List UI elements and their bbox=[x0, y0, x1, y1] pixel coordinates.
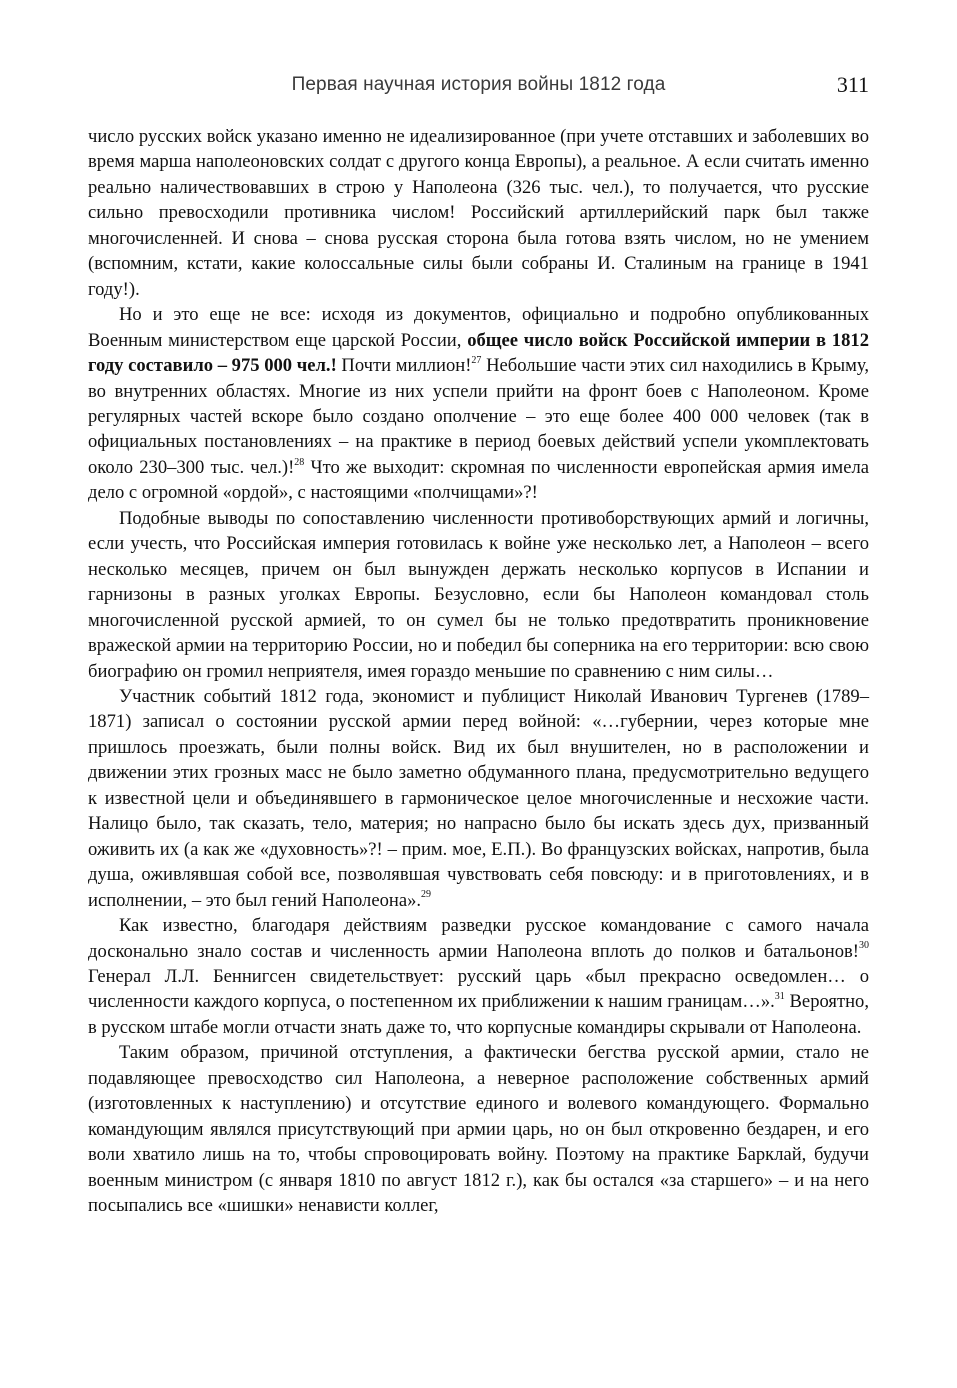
paragraph-4 bbox=[88, 684, 869, 913]
text-run: Участник событий 1812 года, экономист и публицист Николай Иванович Тургенев (1789–1871) записал о состоянии русской армии перед войной: «…губернии, через которые мне пришлось проезжать, были полны войск. Вид их был внушителен, но в расположении и движении этих грозных масс не было заметно обдуманного плана, предусмотрительно ведущего к известной цели и объединявшего в гармоническое целое многочисленные и несхожие части. Налицо было, так сказать, тело, материя; но напрасно было бы искать здесь дух, призванный оживить их (а как же «духовность»?! – прим. мое, Е.П.). Во французских войсках, напротив, была душа, оживлявшая собой все, позволявшая чувствовать себя повсюду: и в приготовлениях, и в исполнении, – это был гений Наполеона». bbox=[88, 685, 869, 911]
paragraph-6 bbox=[88, 1040, 869, 1218]
paragraph-1 bbox=[88, 124, 869, 302]
footnote-ref-29: 29 bbox=[421, 889, 432, 901]
running-title: Первая научная история войны 1812 года bbox=[291, 74, 666, 95]
text-run: Но и это еще не все: исходя из документов, официально и подробно опубликованных Военным министерством еще царской России, bbox=[88, 304, 869, 351]
text-run: Генерал Л.Л. Беннигсен свидетельствует: русский царь «был прекрасно осведомлен… о численности каждого корпуса, о постепенном их приближении к нашим границам…». bbox=[88, 965, 869, 1013]
paragraph-2 bbox=[88, 302, 869, 506]
footnote-ref-27: 27 bbox=[471, 354, 482, 366]
emphasis-bold: общее число войск Российской империи в 1812 году составило – 975 000 чел.! bbox=[88, 329, 869, 377]
text-run: Вероятно, в русском штабе могли отчасти знать даже то, что корпусные командиры скрывали от Наполеона. bbox=[88, 991, 870, 1038]
body-text bbox=[88, 124, 869, 1218]
text-run: Почти миллион! bbox=[336, 355, 472, 377]
text-run: Таким образом, причиной отступления, а фактически бегства русской армии, стало не подавляющее превосходство сил Наполеона, а неверное расположение собственных армий (изготовленных к наступлению) и отсутствие единого и волевого командующего. Формально командующим являлся присутствующий при армии царь, но он был откровенно бездарен, и его воли хватило лишь на то, чтобы спровоцировать войну. Поэтому на практике Барклай, будучи военным министром (с января 1810 по август 1812 г.), как бы остался «за старшего» – и на него посыпались все «шишки» ненависти коллег, bbox=[88, 1042, 869, 1217]
text-run: Подобные выводы по сопоставлению численности противоборствующих армий и логичны, если учесть, что Российская империя готовилась к войне уже несколько лет, а Наполеон – всего несколько месяцев, причем он был вынужден держать несколько корпусов в Испании и гарнизоны в разных уголках Европы. Безусловно, если бы Наполеон командовал столь многочисленной русской армией, то он сумел бы не только предотвратить проникновение вражеской армии на территорию России, но и победил бы соперника на его территории: всю свою биографию он громил неприятеля, имея гораздо меньшие по сравнению с ним силы… bbox=[88, 507, 869, 682]
paragraph-5 bbox=[88, 913, 869, 1040]
text-run: Небольшие части этих сил находились в Крыму, во внутренних областях. Многие из них успели прийти на фронт боев с Наполеоном. Кроме регулярных частей вскоре было создано ополчение – это еще более 400 000 человек (так в официальных постановлениях – на практике в период боевых действий успели укомплектовать около 230–300 тыс. чел.)! bbox=[88, 355, 870, 478]
footnote-ref-30: 30 bbox=[859, 940, 869, 952]
page-number: 311 bbox=[836, 72, 869, 97]
text-run: Как известно, благодаря действиям разведки русское командование с самого начала досконально знало состав и численность армии Наполеона вплоть до полков и батальонов! bbox=[88, 915, 869, 962]
text-run: Что же выходит: скромная по численности европейская армия имела дело с огромной «ордой», с настоящими «полчищами»?! bbox=[88, 456, 869, 504]
footnote-ref-28: 28 bbox=[294, 456, 305, 468]
text-run: число русских войск указано именно не идеализированное (при учете отставших и заболевших во время марша наполеоновских солдат с другого конца Европы), а реальное. А если считать именно реально наличествовавших в строю у Наполеона (326 тыс. чел.), то получается, что русские сильно превосходили противника числом! Российский артиллерийский парк был также многочисленней. И снова – снова русская сторона была готова взять числом, но не умением (вспомним, кстати, какие колоссальные силы были собраны И. Сталиным на границе в 1941 году!). bbox=[88, 126, 869, 300]
footnote-ref-31: 31 bbox=[774, 991, 785, 1003]
paragraph-3 bbox=[88, 506, 869, 684]
page-header bbox=[88, 72, 869, 102]
